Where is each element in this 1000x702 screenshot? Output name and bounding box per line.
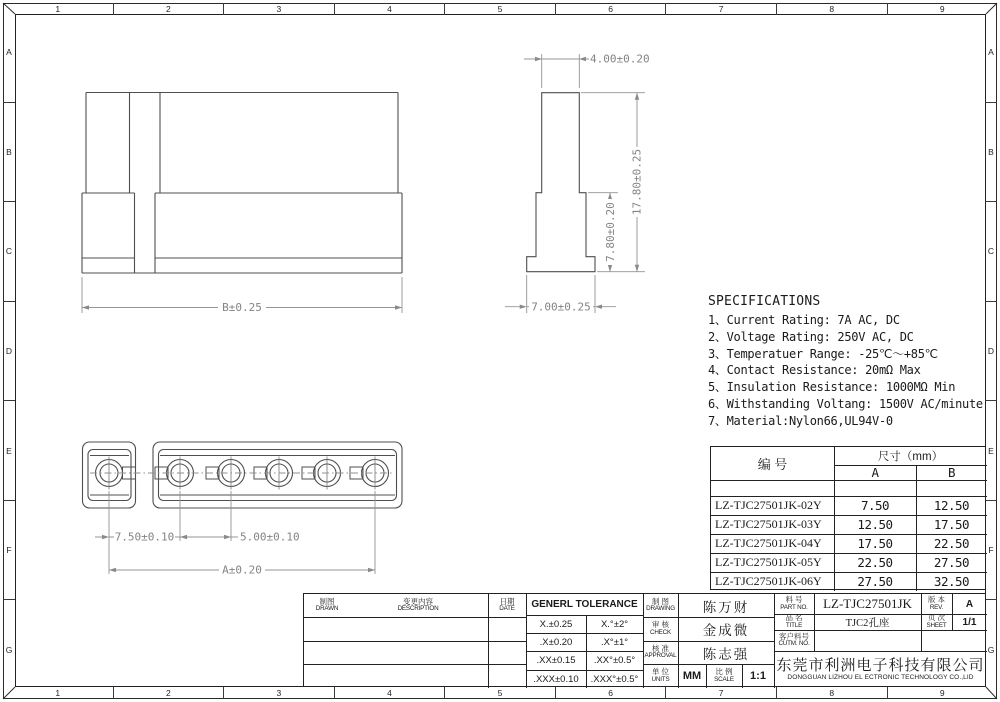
title-block — [303, 593, 986, 687]
grid-col-label: 9 — [939, 4, 945, 14]
part-number-cell: LZ-TJC27501JK-03Y — [715, 517, 822, 531]
dim-bottom-overall: A±0.20 — [222, 563, 262, 577]
grid-col-label: 9 — [939, 688, 945, 698]
front-view — [82, 93, 402, 274]
dim-a-cell: 17.50 — [857, 536, 893, 551]
grid-row-label: B — [985, 103, 997, 203]
dim-b-cell: 32.50 — [933, 574, 970, 589]
grid-row-label: D — [985, 302, 997, 402]
parts-table — [710, 446, 986, 590]
grid-col-label: 8 — [777, 687, 888, 699]
drawn-label-cn: 制图 — [319, 596, 335, 606]
tolerance-linear: X.±0.25 — [539, 618, 573, 630]
scale-label-cn: 比 例 — [715, 667, 733, 677]
grid-row-label: D — [3, 302, 15, 402]
tolerance-linear: .X±0.20 — [539, 636, 573, 648]
cust-no-value — [814, 630, 921, 651]
grid-col-label: 3 — [224, 687, 335, 699]
sheet-header — [921, 614, 952, 630]
part-no-label-cn: 料 号 — [785, 595, 803, 605]
cust-no-header — [774, 630, 814, 651]
dim-bottom-pitch-first: 7.50±0.10 — [114, 530, 175, 544]
drawn-label-en: DRAWN — [315, 605, 339, 613]
drawn-header — [306, 594, 348, 617]
rev-header — [921, 594, 952, 614]
check-label-en: CHECK — [649, 628, 672, 636]
cust-no-label-en: CUTM. NO. — [778, 640, 810, 648]
drawing-label-en: DRAWING — [646, 605, 675, 613]
grid-row-label: E — [3, 401, 15, 501]
units-label-cn: 单 位 — [651, 667, 670, 677]
approval-signature: 陈志强 — [702, 646, 750, 662]
part-no-label-en: PART NO. — [780, 603, 808, 611]
col-header-b: B — [947, 465, 956, 480]
dim-b-cell: 27.50 — [933, 555, 970, 570]
tolerance-angular: X.°±2° — [600, 618, 629, 630]
grid-row-label: G — [5, 644, 13, 655]
units-header — [643, 664, 678, 688]
grid-row-label: A — [3, 3, 15, 103]
spec-item: 1、Current Rating: 7A AC, DC — [708, 313, 900, 327]
bottom-view — [83, 442, 403, 508]
dim-b-cell: 12.50 — [933, 498, 970, 513]
dim-a-cell: 7.50 — [860, 498, 890, 513]
dim-side-base-width: 7.00±0.25 — [531, 300, 591, 314]
grid-col-label: 1 — [3, 3, 114, 15]
grid-row-label: F — [3, 501, 15, 601]
tolerance-title: GENERL TOLERANCE — [531, 599, 638, 610]
drawing-header — [643, 594, 678, 617]
tolerance-angular: .XX°±0.5° — [593, 655, 636, 666]
cust-no-label-cn: 客户料号 — [779, 631, 809, 641]
spec-item: 6、Withstanding Voltang: 1500V AC/minute — [708, 396, 983, 411]
grid-col-label: 4 — [335, 3, 446, 15]
part-number-cell: LZ-TJC27501JK-04Y — [715, 536, 822, 550]
grid-row-label: C — [3, 202, 15, 302]
drawing-label-cn: 制 图 — [651, 596, 670, 606]
dim-side-total-height: 17.80±0.25 — [630, 148, 644, 216]
grid-row-label: A — [985, 3, 997, 103]
col-header-size: 尺寸（mm） — [877, 451, 944, 463]
grid-col-label: 6 — [556, 3, 667, 15]
grid-col-label: 2 — [114, 3, 225, 15]
grid-col-label: 4 — [335, 687, 446, 699]
dim-bottom-pitch: 5.00±0.10 — [240, 530, 300, 544]
approval-header — [643, 641, 678, 664]
description-label-en: DESCRIPTION — [397, 605, 439, 613]
col-header-part-no: 编 号 — [757, 457, 788, 472]
approval-label-en: APPROVAL — [644, 652, 677, 660]
dim-side-top-width: 4.00±0.20 — [590, 52, 650, 66]
sheet-label-en: SHEET — [926, 621, 947, 629]
rev-label-cn: 版 本 — [927, 595, 946, 605]
dim-front-width: B±0.25 — [222, 301, 262, 314]
grid-row-label: B — [3, 103, 15, 203]
dim-a-cell: 12.50 — [857, 517, 893, 532]
sheet-value: 1/1 — [962, 616, 977, 628]
spec-item: 5、Insulation Resistance: 1000MΩ Min — [708, 380, 956, 395]
dim-a-cell: 27.50 — [857, 574, 893, 589]
scale-label-en: SCALE — [714, 675, 734, 683]
spec-item: 4、Contact Resistance: 20mΩ Max — [708, 363, 921, 378]
company-name-en: DONGGUAN LIZHOU EL ECTRONIC TECHNOLOGY CO.,LID — [787, 674, 974, 682]
tolerance-linear: .XXX±0.10 — [533, 673, 579, 685]
part-number-cell: LZ-TJC27501JK-06Y — [715, 574, 822, 588]
grid-col-label: 3 — [224, 3, 335, 15]
date-label-en: DATE — [499, 605, 515, 613]
dim-a-cell: 22.50 — [857, 555, 893, 570]
grid-row-label: G — [987, 644, 995, 655]
grid-row-label: E — [985, 401, 997, 501]
dimensions — [82, 54, 645, 574]
sheet-label-cn: 页 次 — [927, 614, 946, 623]
spec-item: 3、Temperatuer Range: -25℃～+85℃ — [708, 346, 938, 361]
grid-col-label: 7 — [666, 3, 777, 15]
scale-header — [706, 664, 742, 688]
title-value: TJC2孔座 — [845, 617, 890, 629]
grid-col-label: 5 — [445, 3, 556, 15]
grid-col-label: 6 — [556, 687, 667, 699]
grid-col-label: 7 — [666, 687, 777, 699]
check-signature: 金成微 — [702, 623, 750, 638]
side-view — [527, 93, 595, 272]
specifications — [708, 294, 1000, 430]
date-label-cn: 日期 — [499, 596, 515, 606]
approval-label-cn: 核 准 — [651, 643, 670, 653]
check-header — [643, 617, 678, 641]
units-label-en: UNITS — [651, 675, 670, 683]
tolerance-linear: .XX±0.15 — [536, 655, 576, 666]
grid-col-label: 5 — [445, 687, 556, 699]
dim-side-lower-height: 7.80±0.20 — [604, 202, 617, 262]
tolerance-angular: .X°±1° — [600, 636, 629, 648]
drawing-signature: 陈万财 — [702, 599, 750, 615]
dim-b-cell: 22.50 — [933, 536, 970, 551]
spec-item: 2、Voltage Rating: 250V AC, DC — [708, 329, 914, 344]
part-number-cell: LZ-TJC27501JK-02Y — [715, 498, 822, 512]
spec-item: 7、Material:Nylon66,UL94V-0 — [708, 413, 893, 428]
part-number-cell: LZ-TJC27501JK-05Y — [715, 555, 822, 569]
rev-label-en: REV. — [929, 603, 944, 611]
grid-col-label: 1 — [3, 687, 114, 699]
rev-value: A — [965, 598, 974, 610]
scale-value: 1:1 — [750, 670, 766, 682]
title-label-en: TITLE — [785, 621, 803, 629]
check-label-cn: 审 核 — [651, 620, 670, 630]
units-value: MM — [682, 670, 702, 682]
col-header-a: A — [871, 465, 879, 480]
tolerance-angular: .XXX°±0.5° — [590, 673, 639, 685]
company-name-cn: 东莞市利洲电子科技有限公司 — [776, 657, 985, 675]
company-cell — [774, 651, 987, 688]
specifications-title: SPECIFICATIONS — [708, 294, 821, 309]
description-header — [348, 594, 488, 617]
part-no-header — [774, 594, 814, 614]
dim-b-cell: 17.50 — [933, 517, 970, 532]
grid-row-label: C — [985, 202, 997, 302]
title-header — [774, 614, 814, 630]
grid-col-label: 8 — [777, 3, 888, 15]
title-label-cn: 品 名 — [785, 614, 803, 623]
date-header — [488, 594, 526, 617]
description-label-cn: 变更内容 — [403, 596, 433, 606]
part-no-value: LZ-TJC27501JK — [823, 596, 912, 611]
grid-row-label: F — [985, 501, 997, 601]
grid-col-label: 2 — [114, 687, 225, 699]
